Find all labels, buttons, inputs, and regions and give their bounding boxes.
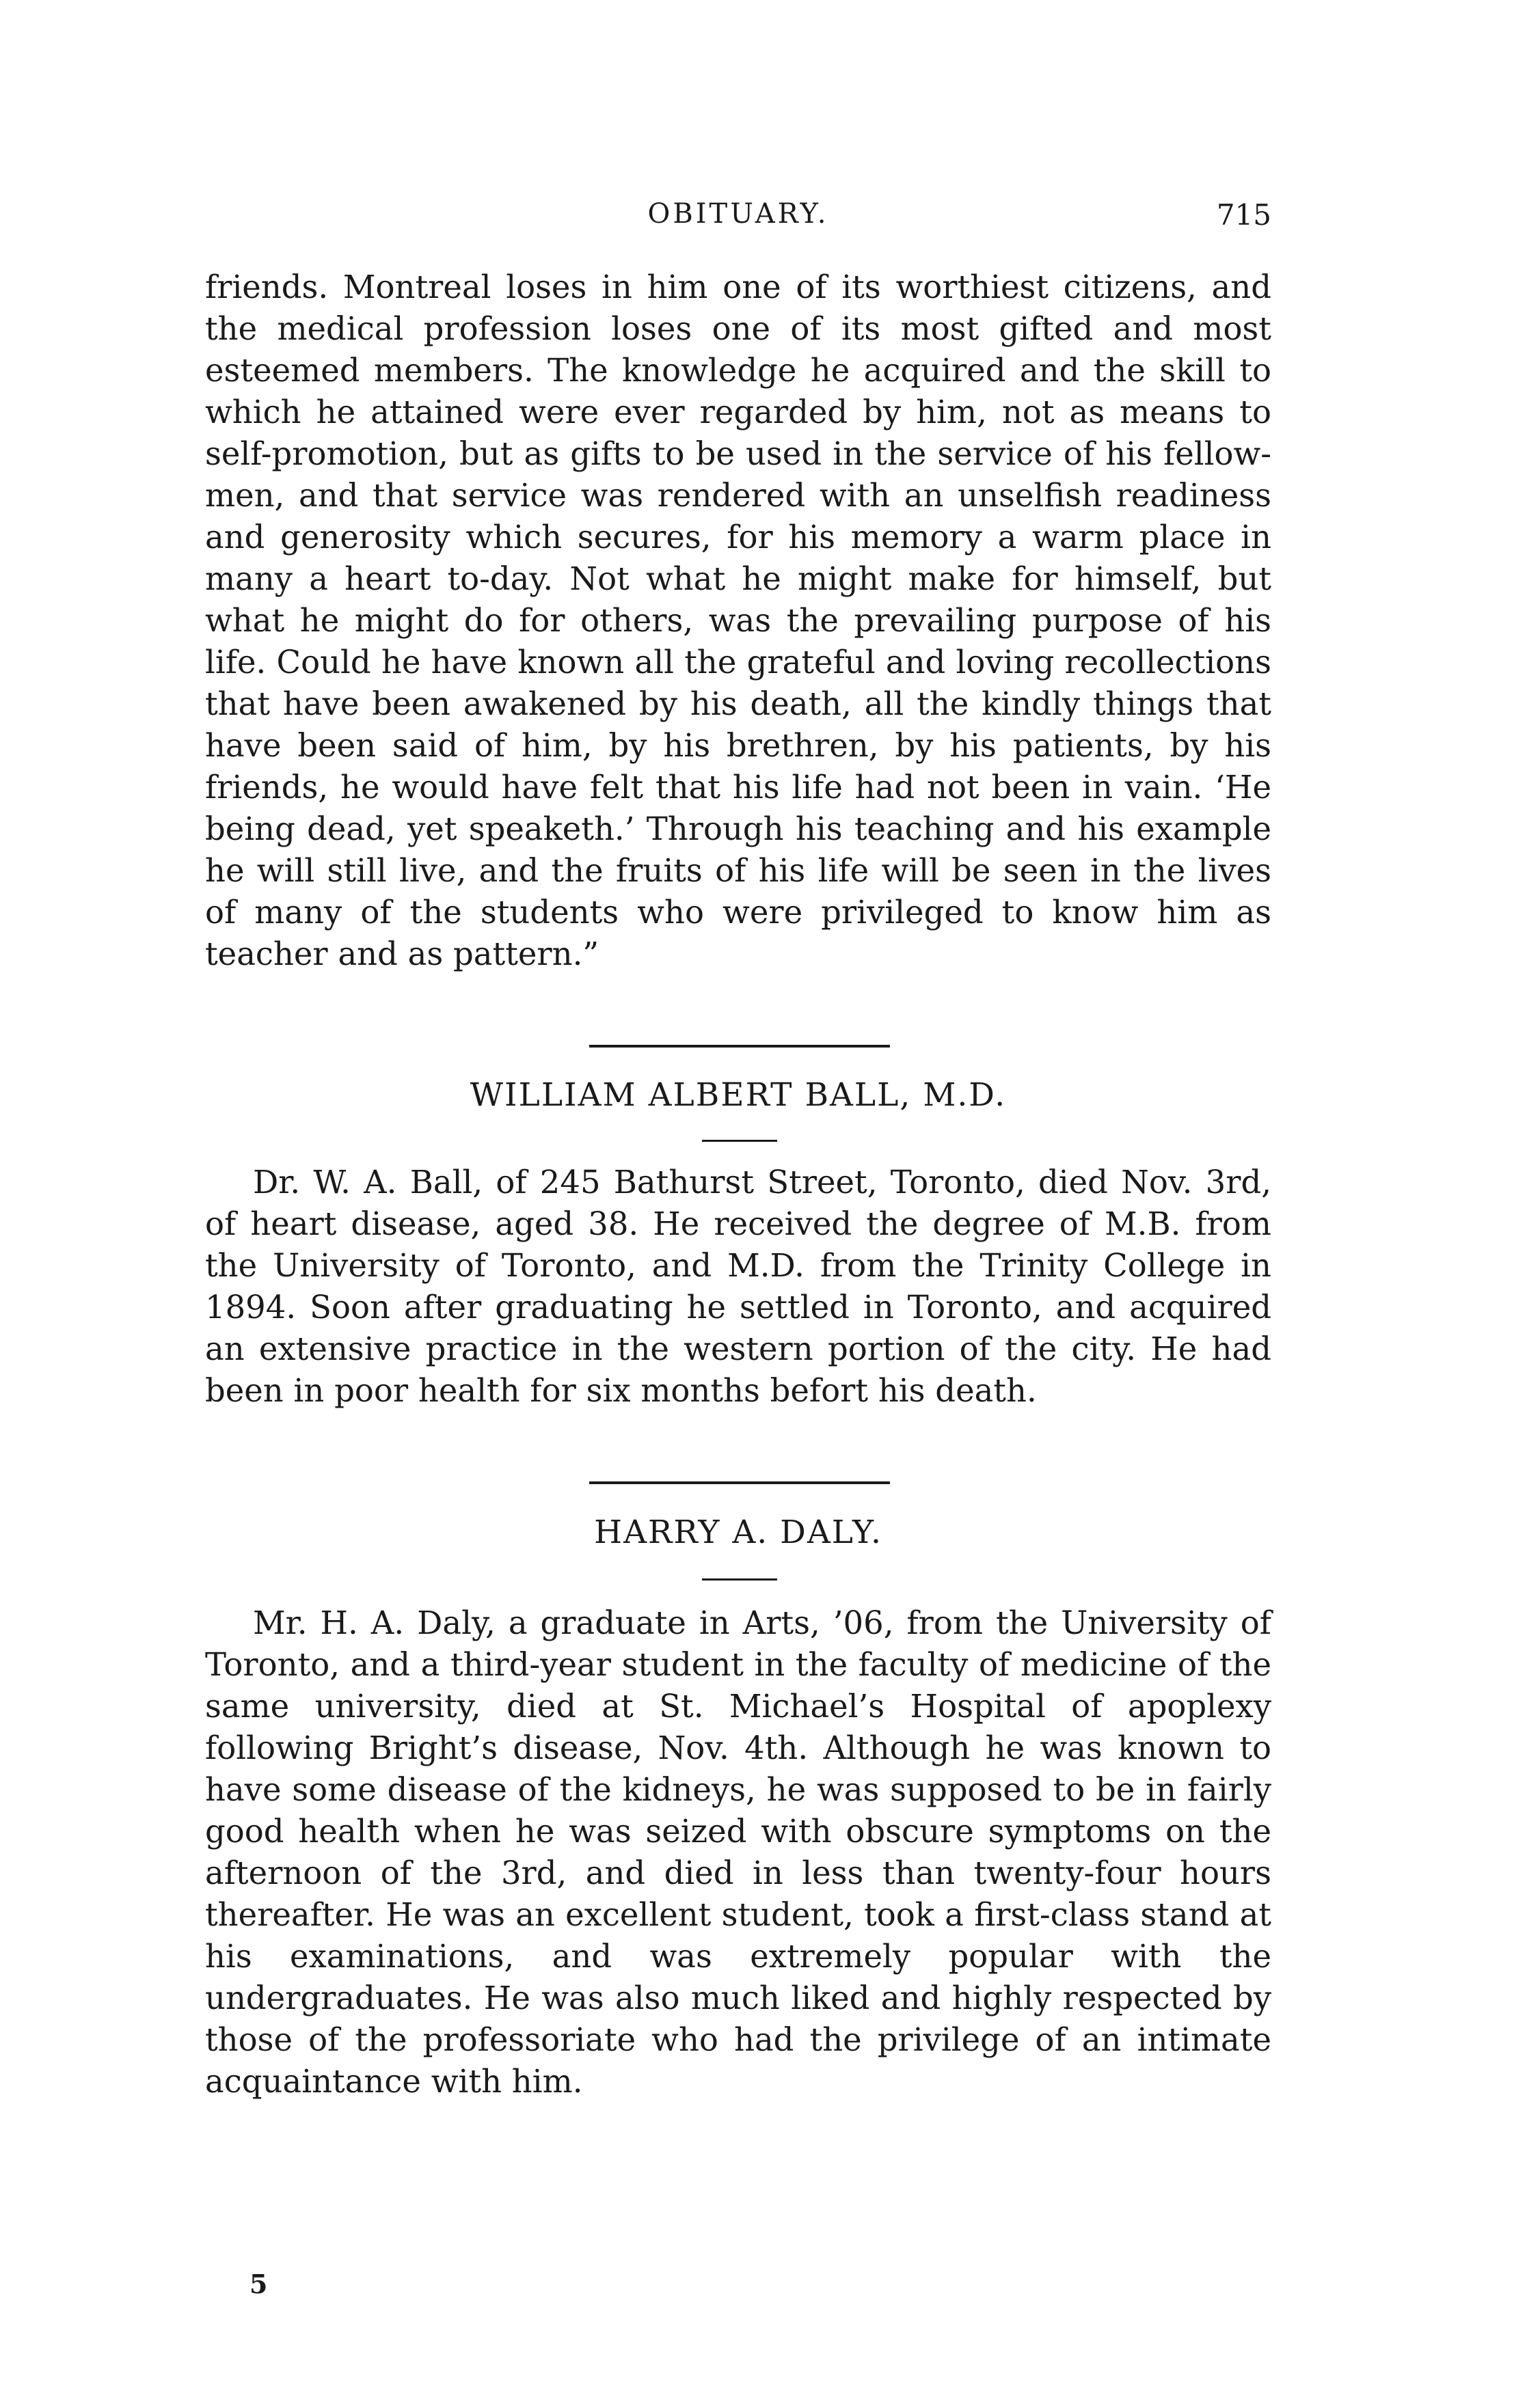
obituary-heading-ball: WILLIAM ALBERT BALL, M.D. bbox=[470, 1076, 1007, 1114]
page-number: 715 bbox=[1216, 198, 1271, 232]
obituary-heading-daly: HARRY A. DALY. bbox=[594, 1514, 882, 1551]
heading-underline bbox=[702, 1140, 777, 1142]
running-title: OBITUARY. bbox=[647, 198, 829, 230]
obituary-paragraph-ball: Dr. W. A. Ball, of 245 Bathurst Street, Toronto, died Nov. 3rd, of heart disease, aged 38. He received the degree of M.B. from the University of Toronto, and M.D. from the Trinity College in 1894. Soon after graduating he settled in Toronto, and acquired an extensive practice in the western portion of the city. He had been in poor health for six months befort his death. bbox=[205, 1164, 1271, 1409]
signature-mark: 5 bbox=[249, 2269, 268, 2299]
section-divider bbox=[589, 1045, 890, 1048]
obituary-paragraph-daly: Mr. H. A. Daly, a graduate in Arts, ’06, from the University of Toronto, and a third-year student in the faculty of medicine of the same university, died at St. Michael’s Hospital of apoplexy following Bright’s disease, Nov. 4th. Although he was known to have some disease of the kidneys, he was supposed to be in fairly good health when he was seized with obscure symptoms on the afternoon of the 3rd, and died in less than twenty-four hours thereafter. He was an excellent student, took a first-class stand at his examinations, and was extremely popular with the undergraduates. He was also much liked and highly respected by those of the professoriate who had the privilege of an intimate acquaintance with him. bbox=[205, 1604, 1271, 2100]
heading-underline bbox=[702, 1578, 777, 1581]
section-divider bbox=[589, 1481, 890, 1484]
continuation-paragraph: friends. Montreal loses in him one of its worthiest citizens, and the medical profession loses one of its most gifted and most esteemed members. The knowledge he acquired and the skill to which he attained were ever regarded by him, not as means to self-promotion, but as gifts to be used in the service of his fellow-men, and that service was rendered with an unselfish readiness and generosity which secures, for his memory a warm place in many a heart to-day. Not what he might make for himself, but what he might do for others, was the prevailing purpose of his life. Could he have known all the grateful and loving recollections that have been awakened by his death, all the kindly things that have been said of him, by his brethren, by his patients, by his friends, he would have felt that his life had not been in vain. ‘He being dead, yet speaketh.’ Through his teaching and his example he will still live, and the fruits of his life will be seen in the lives of many of the students who were privileged to know him as teacher and as pattern.” bbox=[205, 269, 1271, 972]
running-head bbox=[205, 198, 1271, 239]
